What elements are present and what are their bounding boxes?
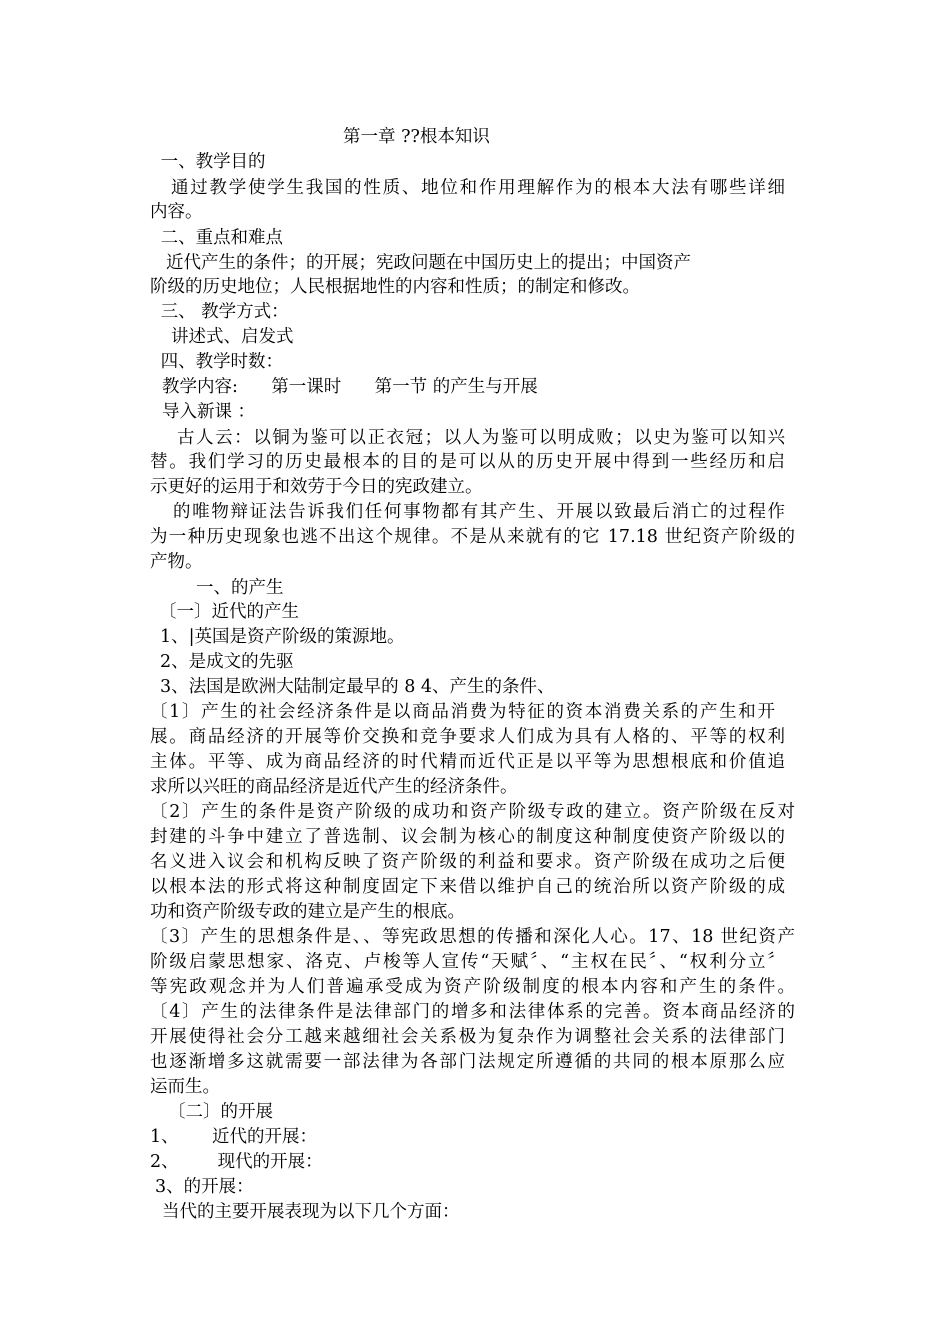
paragraph-line: 以根本法的形式将这种制度固定下来借以维护自己的统治所以资产阶级的成: [150, 877, 785, 897]
paragraph-line: 开展使得社会分工越来越细社会关系极为复杂作为调整社会关系的法律部门: [150, 1027, 785, 1047]
paragraph-line: 导入新课 ：: [162, 402, 256, 422]
paragraph-line: 替。我们学习的历史最根本的目的是可以从的历史开展中得到一些经历和启: [150, 452, 785, 472]
paragraph-line: 〔1〕产生的社会经济条件是以商品消费为特征的资本消费关系的产生和开: [150, 702, 775, 722]
list-item: 2、是成文的先驱: [160, 652, 294, 672]
paragraph-line: 通过教学使学生我国的性质、地位和作用理解作为的根本大法有哪些详细: [171, 178, 785, 198]
paragraph-line: 当代的主要开展表现为以下几个方面：: [162, 1202, 460, 1222]
paragraph-line: 内容。: [150, 202, 203, 222]
list-item: 2、 现代的开展：: [150, 1152, 323, 1172]
subsection-heading: 〔一〕近代的产生: [159, 602, 299, 622]
paragraph-line: 求所以兴旺的商品经济是近代产生的经济条件。: [150, 777, 518, 797]
list-item: 1、 近代的开展：: [150, 1127, 318, 1147]
paragraph-line: 产物。: [150, 552, 203, 572]
list-item: 3、的开展：: [155, 1177, 254, 1197]
paragraph-line: 讲述式、启发式: [171, 327, 294, 347]
paragraph-line: 也逐渐增多这就需要一部法律为各部门法规定所遵循的共同的根本原那么应: [150, 1052, 785, 1072]
paragraph-line: 阶级启蒙思想家、洛克、卢梭等人宣传“天赋〞、“主权在民〞、“权利分立〞: [150, 952, 785, 972]
heading-teaching-method: 三、 教学方式：: [155, 302, 289, 322]
paragraph-line: 为一种历史现象也逃不出这个规律。不是从来就有的它 17.18 世纪资产阶级的: [150, 527, 795, 547]
paragraph-line: 〔4〕产生的法律条件是法律部门的增多和法律体系的完善。资本商品经济的: [150, 1002, 795, 1022]
paragraph-line: 〔3〕产生的思想条件是、、等宪政思想的传播和深化人心。17、18 世纪资产: [150, 927, 795, 947]
paragraph-line: 主体。平等、成为商品经济的时代精而近代正是以平等为思想根底和价值追: [150, 752, 785, 772]
heading-teaching-hours: 四、教学时数：: [155, 352, 284, 372]
paragraph-line: 近代产生的条件；的开展；宪政问题在中国历史上的提出；中国资产: [166, 253, 691, 273]
paragraph-line: 等宪政观念并为人们普遍承受成为资产阶级制度的根本内容和产生的条件。: [150, 977, 795, 997]
paragraph-line: 名义进入议会和机构反映了资产阶级的利益和要求。资产阶级在成功之后便: [150, 852, 785, 872]
list-item: 1、|英国是资产阶级的策源地。: [160, 627, 405, 647]
heading-key-points: 二、重点和难点: [155, 228, 284, 248]
chapter-title: 第一章 ??根本知识: [343, 127, 490, 147]
heading-teaching-goal: 一、教学目的: [155, 152, 266, 172]
subsection-heading: 〔二〕的开展: [168, 1102, 273, 1122]
paragraph-line: 〔2〕产生的条件是资产阶级的成功和资产阶级专政的建立。资产阶级在反对: [150, 802, 795, 822]
paragraph-line: 展。商品经济的开展等价交换和竞争要求人们成为具有人格的、平等的权利: [150, 727, 785, 747]
paragraph-line: 示更好的运用于和效劳于今日的宪政建立。: [150, 477, 483, 497]
paragraph-line: 教学内容: 第一课时 第一节 的产生与开展: [162, 377, 538, 397]
list-item: 3、法国是欧洲大陆制定最早的 8 4、产生的条件、: [160, 677, 555, 697]
paragraph-line: 封建的斗争中建立了普选制、议会制为核心的制度这种制度使资产阶级以的: [150, 827, 785, 847]
section-heading: 一、的产生: [196, 578, 284, 598]
paragraph-line: 古人云：以铜为鉴可以正衣冠；以人为鉴可以明成败；以史为鉴可以知兴: [177, 428, 785, 448]
paragraph-line: 运而生。: [150, 1077, 220, 1097]
paragraph-line: 功和资产阶级专政的建立是产生的根底。: [150, 902, 465, 922]
paragraph-line: 阶级的历史地位；人民根据地性的内容和性质；的制定和修改。: [150, 277, 640, 297]
paragraph-line: 的唯物辩证法告诉我们任何事物都有其产生、开展以致最后消亡的过程作: [173, 502, 785, 522]
